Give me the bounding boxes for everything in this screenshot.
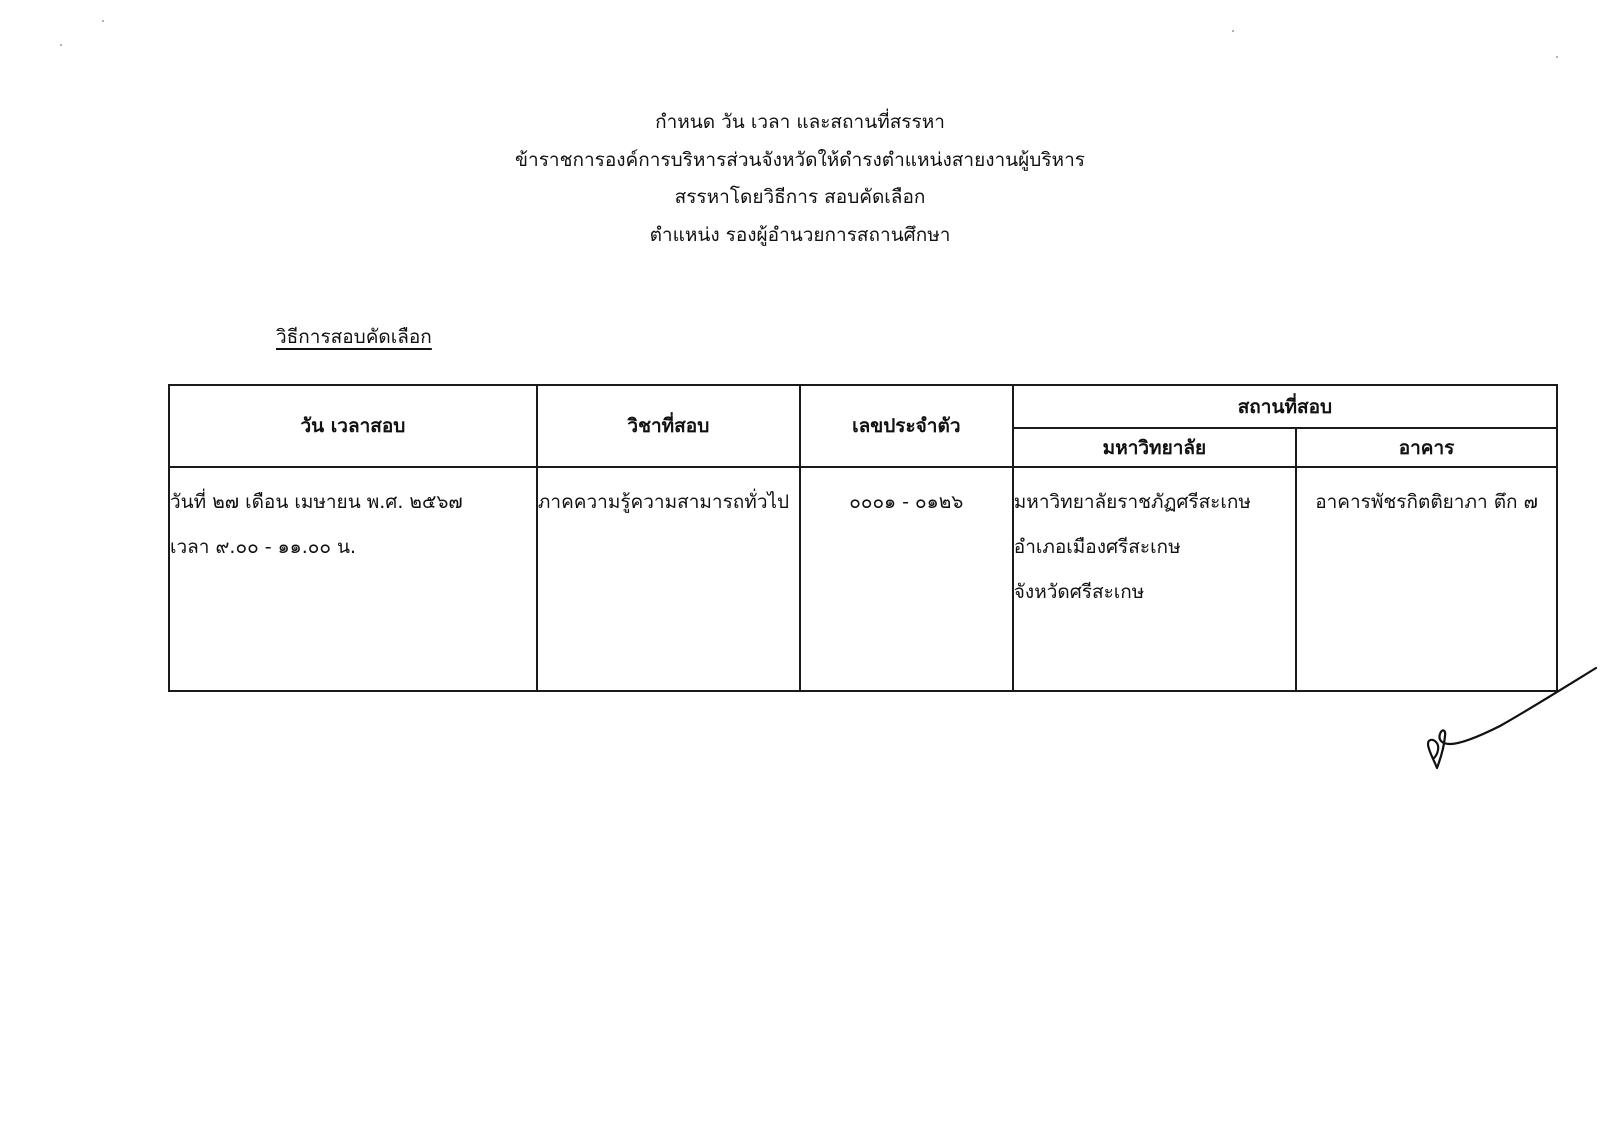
exam-time: เวลา ๙.๐๐ - ๑๑.๐๐ น. — [170, 536, 357, 558]
building-name: อาคารพัชรกิตติยาภา ตึก ๗ — [1315, 491, 1538, 513]
scan-speck — [102, 20, 104, 22]
header-line-1: กำหนด วัน เวลา และสถานที่สรรหา — [655, 111, 945, 133]
scan-speck — [1556, 56, 1558, 58]
header-line-3: สรรหาโดยวิธีการ สอบคัดเลือก — [674, 186, 926, 208]
cell-subject — [537, 467, 800, 691]
header-date-time: วัน เวลาสอบ — [169, 385, 537, 467]
signature-mark — [1420, 664, 1600, 794]
cell-id-number — [800, 467, 1013, 691]
header-subject: วิชาที่สอบ — [537, 385, 800, 467]
header-university: มหาวิทยาลัย — [1013, 428, 1296, 467]
header-line-4: ตำแหน่ง รองผู้อำนวยการสถานศึกษา — [649, 223, 951, 246]
id-range: ๐๐๐๑ - ๐๑๒๖ — [849, 491, 964, 513]
table-row — [169, 467, 1557, 691]
exam-schedule-table — [168, 384, 1558, 692]
university-name: มหาวิทยาลัยราชภัฏศรีสะเกษ — [1013, 491, 1251, 513]
exam-subject: ภาคความรู้ความสามารถทั่วไป — [537, 491, 790, 513]
scan-speck — [1232, 30, 1234, 32]
cell-date-time — [169, 467, 537, 691]
cell-building — [1296, 467, 1557, 691]
header-id-number: เลขประจำตัว — [800, 385, 1013, 467]
section-title: วิธีการสอบคัดเลือก — [276, 326, 432, 348]
university-district: อำเภอเมืองศรีสะเกษ — [1013, 536, 1181, 558]
scan-speck — [60, 44, 62, 46]
cell-university — [1013, 467, 1296, 691]
table-header-row — [169, 385, 1557, 428]
header-location: สถานที่สอบ — [1013, 385, 1557, 428]
exam-date: วันที่ ๒๗ เดือน เมษายน พ.ศ. ๒๕๖๗ — [170, 491, 463, 513]
header-line-2: ข้าราชการองค์การบริหารส่วนจังหวัดให้ดำรงตำแหน่งสายงานผู้บริหาร — [515, 148, 1085, 171]
document-header — [0, 104, 1600, 254]
university-province: จังหวัดศรีสะเกษ — [1013, 581, 1145, 603]
header-building: อาคาร — [1296, 428, 1557, 467]
